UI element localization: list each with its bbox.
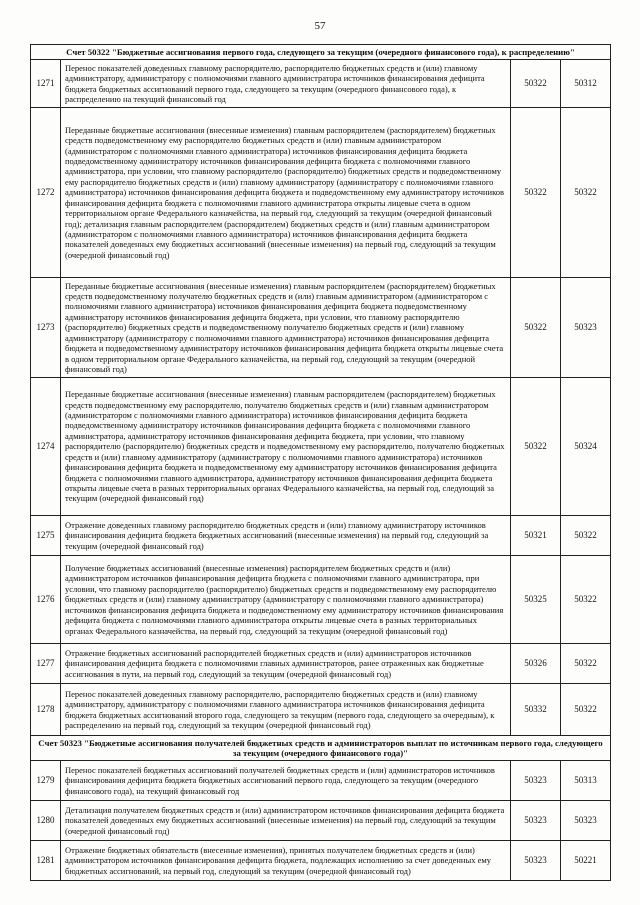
entry-number: 1278 xyxy=(31,684,61,736)
credit-account: 50313 xyxy=(561,761,611,801)
entry-description: Отражение бюджетных ассигнований распорядителей бюджетных средств и (или) администраторов источников финансирования дефицита бюджета с полномочиями главных администраторов, ранее отраженных как бюджетные ассигнования в пути, на первый год, следующий за текущим (очередной финансовый год) xyxy=(61,644,511,684)
entry-number: 1280 xyxy=(31,801,61,841)
section-header: Счет 50322 "Бюджетные ассигнования первого года, следующего за текущим (очередного финансового года), к распределению" xyxy=(31,45,611,60)
table-row xyxy=(31,684,611,736)
debit-account: 50323 xyxy=(511,841,561,881)
entry-number: 1279 xyxy=(31,761,61,801)
table-row xyxy=(31,801,611,841)
entry-description: Переданные бюджетные ассигнования (внесенные изменения) главным распорядителем (распорядителем) бюджетных средств подведомственному получателю бюджетных средств и (или) главным администратором (администратором с полномочиями главного администратора) источников финансирования дефицита бюджета подведомственному администратору источников финансирования дефицита бюджета, при условии, что главному распорядителю (распорядителю) бюджетных средств и подведомственному получателю бюджетных средств и (или) главному администратору (администратору с полномочиями главного администратора) источников финансирования дефицита бюджета и подведомственному администратору источников финансирования дефицита бюджета открыты лицевые счета в одном территориальном органе Федерального казначейства, на первый год, следующий за текущим (очередной финансовый год) xyxy=(61,278,511,378)
entry-description: Перенос показателей доведенных главному распорядителю, распорядителю бюджетных средств и (или) главному администратору, администратору с полномочиями главного администратора источников финансирования дефицита бюджета бюджетных ассигнований второго года, следующего за текущим (первого года, следующего за очередным), к распределению на первый год, следующий за текущим (очередной финансовый год) xyxy=(61,684,511,736)
debit-account: 50322 xyxy=(511,60,561,108)
table-row xyxy=(31,378,611,516)
credit-account: 50323 xyxy=(561,801,611,841)
debit-account: 50323 xyxy=(511,761,561,801)
section-header: Счет 50323 "Бюджетные ассигнования получателей бюджетных средств и администраторов выплат по источникам первого года, следующего за текущим (очередного финансового года)" xyxy=(31,736,611,761)
entry-number: 1276 xyxy=(31,556,61,644)
debit-account: 50322 xyxy=(511,378,561,516)
debit-account: 50321 xyxy=(511,516,561,556)
credit-account: 50322 xyxy=(561,516,611,556)
entry-description: Отражение бюджетных обязательств (внесенные изменения), принятых получателем бюджетных средств и (или) администратором источников финансирования дефицита бюджета, подлежащих исполнению за счет доведенных ему бюджетных ассигнований, на первый год, следующий за текущим (очередной финансовый год) xyxy=(61,841,511,881)
table-row xyxy=(31,556,611,644)
entry-number: 1274 xyxy=(31,378,61,516)
credit-account: 50312 xyxy=(561,60,611,108)
table-row xyxy=(31,516,611,556)
entry-number: 1277 xyxy=(31,644,61,684)
entry-description: Переданные бюджетные ассигнования (внесенные изменения) главным распорядителем (распорядителем) бюджетных средств подведомственному ему распорядителю, получателю бюджетных средств и (или) главным администратором (администратором с полномочиями главного администратора) источников финансирования дефицита бюджета подведомственному администратору источников финансирования дефицита бюджета с полномочиями главного администратора, администратору источников финансирования дефицита бюджета, при условии, что главному распорядителю (распорядителю) бюджетных средств и подведомственному ему распорядителю, получателю бюджетных средств и (или) главному администратору (администратору с полномочиями главного администратора) источников финансирования дефицита бюджета и подведомственному ему администратору источников финансирования дефицита бюджета с полномочиями главного администратора, администратору источников финансирования дефицита бюджета открыты лицевые счета в разных территориальных органах Федерального казначейства, на первый год, следующий за текущим (очередной финансовый год) xyxy=(61,378,511,516)
entry-number: 1272 xyxy=(31,108,61,278)
credit-account: 50221 xyxy=(561,841,611,881)
entry-description: Получение бюджетных ассигнований (внесенные изменения) распорядителем бюджетных средств и (или) администратором источников финансирования дефицита бюджета с полномочиями главного администратора, при условии, что главному распорядителю (распорядителю) бюджетных средств и подведомственному ему распорядителю бюджетных средств и (или) главному администратору (администратору с полномочиями главного администратора) источников финансирования дефицита бюджета и подведомственному ему администратору источников финансирования дефицита бюджета с полномочиями главного администратора открыты лицевые счета в разных территориальных органах Федерального казначейства, на первый год, следующий за текущим (очередной финансовый год) xyxy=(61,556,511,644)
accounting-entries-table xyxy=(30,44,611,881)
debit-account: 50322 xyxy=(511,278,561,378)
table-row xyxy=(31,60,611,108)
table-row xyxy=(31,761,611,801)
entry-number: 1281 xyxy=(31,841,61,881)
section-header-row xyxy=(31,45,611,60)
table-row xyxy=(31,108,611,278)
entry-description: Отражение доведенных главному распорядителю бюджетных средств и (или) главному администратору источников финансирования дефицита бюджета бюджетных ассигнований (внесенные изменения) на первый год, следующий за текущим (очередной финансовый год) xyxy=(61,516,511,556)
section-header-row xyxy=(31,736,611,761)
entry-description: Перенос показателей бюджетных ассигнований получателей бюджетных средств и (или) администраторов источников финансирования дефицита бюджета бюджетных ассигнований первого года, следующего за текущим (очередного финансового года), на текущий финансовый год xyxy=(61,761,511,801)
table-row xyxy=(31,278,611,378)
entry-number: 1273 xyxy=(31,278,61,378)
table-row xyxy=(31,841,611,881)
debit-account: 50332 xyxy=(511,684,561,736)
debit-account: 50323 xyxy=(511,801,561,841)
entry-number: 1275 xyxy=(31,516,61,556)
credit-account: 50322 xyxy=(561,108,611,278)
debit-account: 50325 xyxy=(511,556,561,644)
credit-account: 50322 xyxy=(561,684,611,736)
credit-account: 50322 xyxy=(561,644,611,684)
credit-account: 50323 xyxy=(561,278,611,378)
page-number: 57 xyxy=(314,20,326,32)
table-row xyxy=(31,644,611,684)
credit-account: 50324 xyxy=(561,378,611,516)
entry-number: 1271 xyxy=(31,60,61,108)
credit-account: 50322 xyxy=(561,556,611,644)
entry-description: Переданные бюджетные ассигнования (внесенные изменения) главным распорядителем (распорядителем) бюджетных средств подведомственному ему распорядителю бюджетных средств и (или) главным администратором (администратором с полномочиями главного администратора) источников финансирования дефицита бюджета подведомственному администратору источников финансирования дефицита бюджета с полномочиями главного администратора, при условии, что главному распорядителю (распорядителю) бюджетных средств и подведомственному ему распорядителю бюджетных средств и (или) главному администратору (администратору с полномочиями главного администратора) источников финансирования дефицита бюджета и подведомственному ему администратору источников финансирования дефицита бюджета с полномочиями главного администратора открыты лицевые счета в одном территориальном органе Федерального казначейства, на первый год, следующий за текущим (очередной финансовый год); детализация главным распорядителем (распорядителем) бюджетных средств и (или) главным администратором (администратором с полномочиями главного администратора) источников финансирования дефицита бюджета показателей доведенных ему бюджетных ассигнований (внесенные изменения) на первый год, следующий за текущим (очередной финансовый год) xyxy=(61,108,511,278)
entry-description: Перенос показателей доведенных главному распорядителю, распорядителю бюджетных средств и (или) главному администратору, администратору с полномочиями главного администратора источников финансирования дефицита бюджета бюджетных ассигнований первого года, следующего за текущим (очередного финансового года), к распределению на текущий финансовый год xyxy=(61,60,511,108)
debit-account: 50322 xyxy=(511,108,561,278)
debit-account: 50326 xyxy=(511,644,561,684)
entry-description: Детализация получателем бюджетных средств и (или) администратором источников финансирования дефицита бюджета показателей доведенных ему бюджетных ассигнований (внесенные изменения) на первый год, следующий за текущим (очередной финансовый год) xyxy=(61,801,511,841)
